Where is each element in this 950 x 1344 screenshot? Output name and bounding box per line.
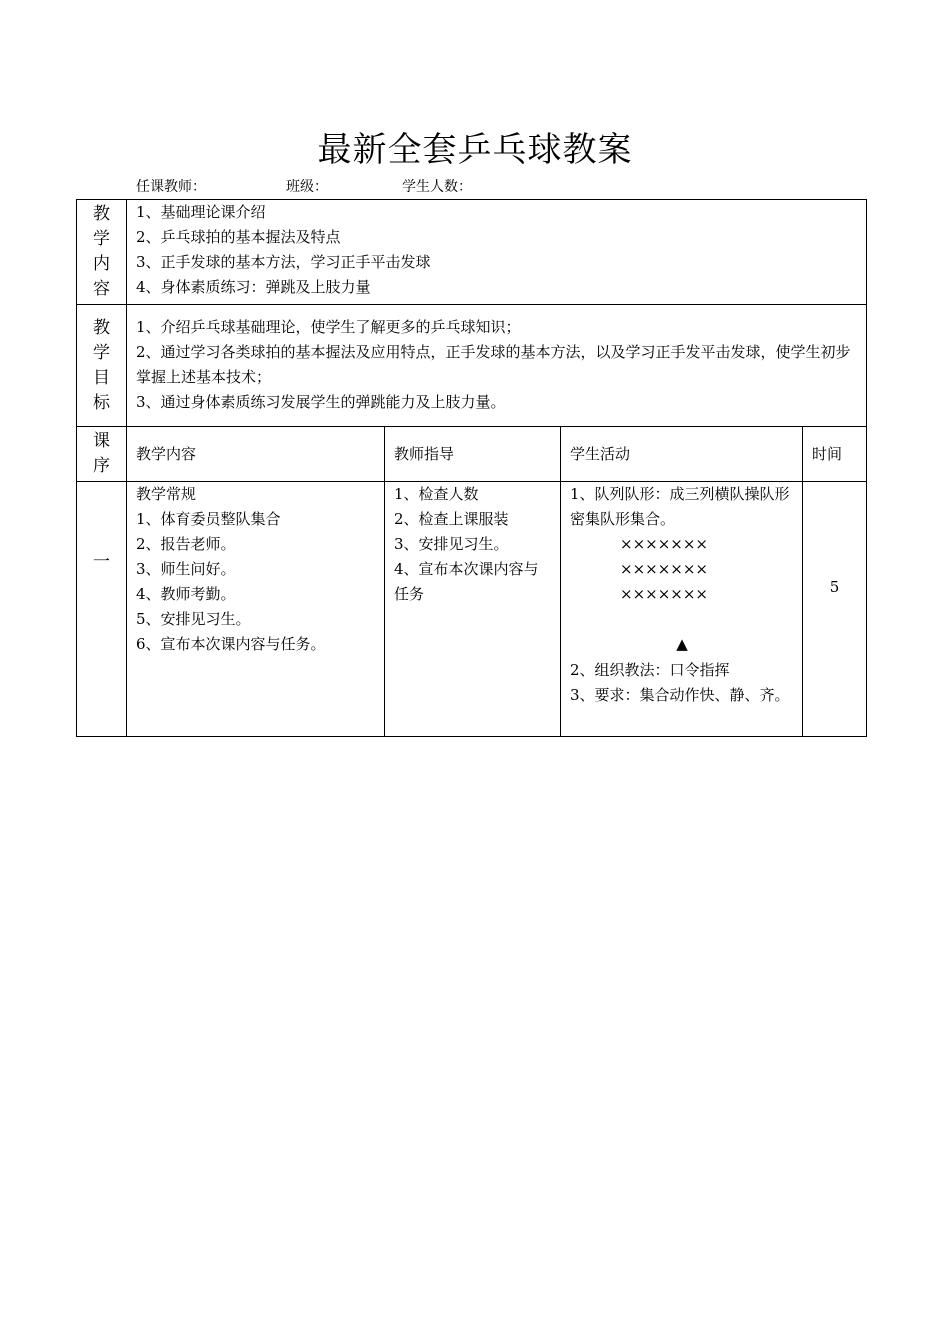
- seq-value: 一: [93, 552, 110, 572]
- list-item: 教学常规: [136, 485, 197, 503]
- page-title: 最新全套乒乓球教案: [317, 130, 633, 170]
- row-activity: [561, 482, 803, 737]
- row-time: 5: [803, 482, 867, 737]
- formation-line: ×××××××: [620, 560, 708, 578]
- list-item: 3、师生问好。: [136, 560, 236, 578]
- list-item: 4、身体素质练习：弹跳及上肢力量: [136, 278, 371, 296]
- activity-intro: 1、队列队形：成三列横队操队形密集队形集合。: [570, 485, 790, 528]
- formation-line: ×××××××: [620, 585, 708, 603]
- list-item: 1、介绍乒乓球基础理论，使学生了解更多的乒乓球知识；: [136, 318, 521, 336]
- list-item: 1、体育委员整队集合: [136, 510, 281, 528]
- content-section-label: [77, 200, 127, 305]
- activity-header: 学生活动: [561, 427, 803, 482]
- row-seq: [77, 482, 127, 737]
- goals-section-row: [77, 305, 867, 427]
- teacher-label: 任课教师：: [136, 179, 206, 195]
- list-item: 3、安排见习生。: [394, 535, 509, 553]
- content-header: 教学内容: [127, 427, 385, 482]
- seq-header: [77, 427, 127, 482]
- label-char: 学: [93, 229, 110, 249]
- goals-section-label: [77, 305, 127, 427]
- list-item: 3、通过身体素质练习发展学生的弹跳能力及上肢力量。: [136, 393, 506, 411]
- list-item: 3、正手发球的基本方法，学习正手平击发球: [136, 253, 431, 271]
- label-char: 教: [93, 317, 110, 338]
- content-section-items: [127, 200, 867, 305]
- list-item: 2、组织教法：口令指挥: [570, 661, 730, 679]
- label-char: 容: [93, 279, 110, 299]
- list-item: 2、通过学习各类球拍的基本握法及应用特点，正手发球的基本方法，以及学习正手发平击发球，使学生初步掌握上述基本技术；: [136, 343, 851, 386]
- row-content: [127, 482, 385, 737]
- formation-line: ×××××××: [620, 535, 708, 553]
- label-char: 学: [93, 342, 110, 363]
- guidance-header: 教师指导: [385, 427, 561, 482]
- list-item: 2、报告老师。: [136, 535, 236, 553]
- teacher-marker-icon: ▲: [676, 635, 688, 653]
- list-item: 6、宣布本次课内容与任务。: [136, 635, 326, 653]
- list-item: 1、基础理论课介绍: [136, 203, 266, 221]
- label-char: 教: [93, 204, 110, 224]
- list-item: 4、宣布本次课内容与任务: [394, 560, 539, 603]
- list-item: 5、安排见习生。: [136, 610, 251, 628]
- list-item: 4、教师考勤。: [136, 585, 236, 603]
- label-char: 标: [93, 392, 110, 413]
- list-item: 2、乒乓球拍的基本握法及特点: [136, 228, 341, 246]
- content-section-row: [77, 200, 867, 305]
- list-item: 2、检查上课服装: [394, 510, 509, 528]
- label-char: 内: [93, 254, 110, 274]
- goals-section-items: [127, 305, 867, 427]
- table-header-row: [77, 427, 867, 482]
- list-item: 3、要求：集合动作快、静、齐。: [570, 686, 790, 704]
- time-header: 时间: [803, 427, 867, 482]
- students-label: 学生人数：: [402, 179, 472, 195]
- list-item: 1、检查人数: [394, 485, 479, 503]
- class-label: 班级：: [286, 179, 328, 195]
- lesson-plan-table: [76, 199, 867, 737]
- table-row: [77, 482, 867, 737]
- label-char: 序: [93, 456, 110, 476]
- label-char: 课: [93, 431, 110, 451]
- row-guidance: [385, 482, 561, 737]
- label-char: 目: [93, 367, 110, 388]
